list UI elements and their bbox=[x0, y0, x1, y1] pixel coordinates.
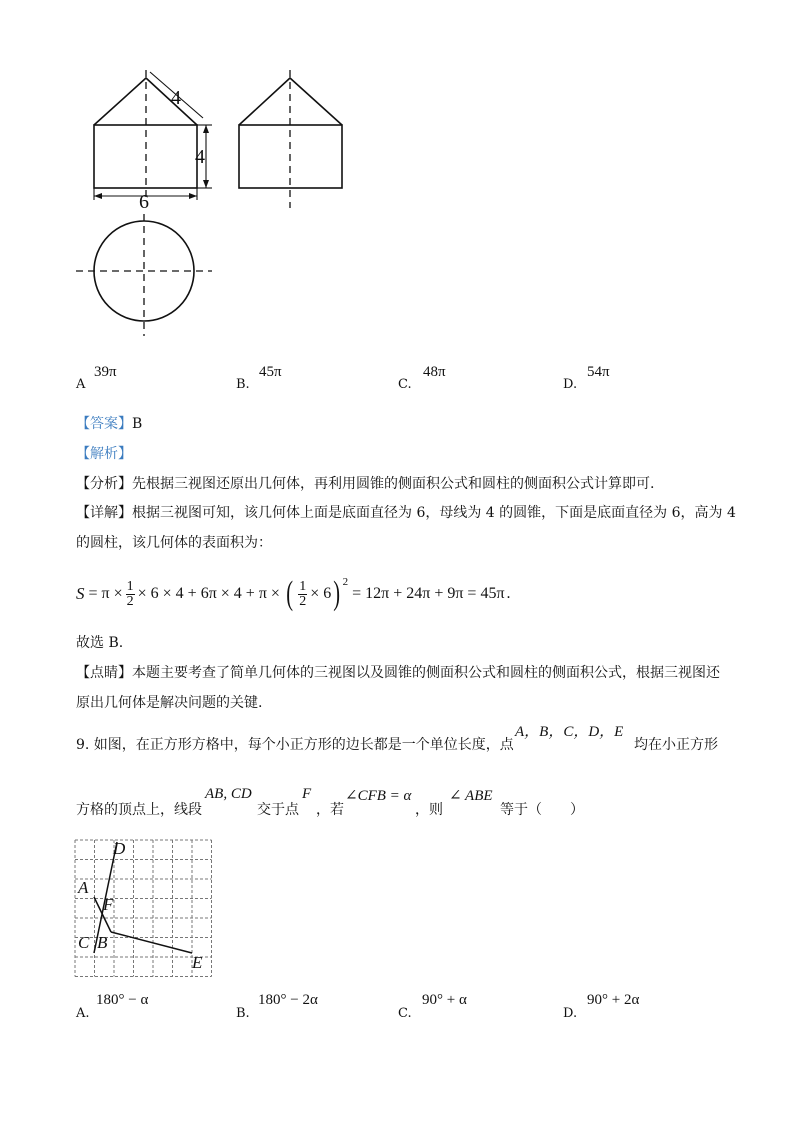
guxuan-line: 故选 B. bbox=[76, 635, 124, 651]
option-value: 54π bbox=[587, 364, 610, 380]
option-letter: C. bbox=[398, 377, 412, 392]
frac1-den: 2 bbox=[126, 593, 134, 609]
q9-segments bbox=[94, 842, 192, 953]
surface-area-formula bbox=[76, 572, 511, 616]
option-value: 180° − α bbox=[96, 992, 149, 1008]
option-letter: A bbox=[76, 377, 86, 392]
segment-be bbox=[111, 932, 192, 953]
option-value: 90° + 2α bbox=[587, 992, 640, 1008]
side-view bbox=[239, 70, 342, 208]
q9-text2a: 方格的顶点上，线段 bbox=[76, 802, 202, 818]
fenxi-text: 先根据三视图还原出几何体，再利用圆锥的侧面积公式和圆柱的侧面积公式计算即可. bbox=[132, 476, 655, 492]
dashed-grid bbox=[75, 840, 212, 977]
option-value: 45π bbox=[259, 364, 282, 380]
top-view bbox=[76, 214, 212, 336]
dianjing-line2: 原出几何体是解决问题的关键. bbox=[76, 695, 263, 711]
dim-height-label: 4 bbox=[195, 146, 205, 168]
fenxi-tag: 【分析】 bbox=[76, 476, 132, 492]
right-paren: ) bbox=[333, 575, 341, 612]
option-letter: A. bbox=[76, 1006, 90, 1021]
formula-end: . bbox=[506, 585, 511, 602]
answer-line bbox=[76, 414, 142, 434]
option-value: 48π bbox=[423, 364, 446, 380]
dim-width-label: 6 bbox=[139, 191, 149, 213]
q9-pointF: F bbox=[302, 786, 312, 802]
formula-frac2 bbox=[298, 580, 307, 609]
q9-text1b: 均在小正方形 bbox=[634, 737, 718, 753]
left-paren: ( bbox=[286, 575, 293, 612]
q9-text1a: 9. 如图，在正方形方格中，每个小正方形的边长都是一个单位长度，点 bbox=[76, 737, 514, 753]
label-c: C bbox=[78, 933, 90, 952]
frac2-num: 1 bbox=[299, 578, 307, 594]
option-value: 90° + α bbox=[422, 992, 467, 1008]
label-a: A bbox=[78, 878, 89, 897]
label-d: D bbox=[113, 839, 126, 858]
three-view-figure bbox=[0, 0, 800, 340]
option-value: 180° − 2α bbox=[258, 992, 318, 1008]
formula-exponent: 2 bbox=[342, 576, 349, 588]
fenxi-line bbox=[76, 474, 654, 494]
segment-ab bbox=[94, 897, 111, 932]
dianjing-tag: 【点睛】 bbox=[76, 665, 132, 681]
xiangjie-text1: 根据三视图可知，该几何体上面是底面直径为 6，母线为 4 的圆锥，下面是底面直径为 6，高为 4 bbox=[132, 505, 736, 521]
q9-target: ∠ ABE bbox=[449, 788, 493, 804]
q9-text2b: 交于点 bbox=[257, 802, 299, 818]
option-letter: B. bbox=[236, 377, 250, 392]
label-f: F bbox=[103, 895, 114, 914]
formula-lhs: S bbox=[76, 584, 85, 603]
formula-frac1 bbox=[126, 580, 135, 609]
q9-text2d: ，则 bbox=[415, 802, 443, 818]
xiangjie-line1 bbox=[76, 503, 736, 523]
q9-line1 bbox=[76, 735, 514, 755]
frac2-den: 2 bbox=[299, 593, 307, 609]
option-letter: D. bbox=[563, 377, 578, 392]
xiangjie-tag: 【详解】 bbox=[76, 505, 132, 521]
label-b: B bbox=[97, 933, 108, 952]
q9-condition: ∠CFB = α bbox=[345, 788, 412, 804]
label-e: E bbox=[192, 953, 203, 972]
xiangjie-line2: 的圆柱，该几何体的表面积为： bbox=[76, 535, 272, 551]
answer-value: B bbox=[132, 416, 143, 432]
dim-slant-label: 4 bbox=[171, 87, 181, 109]
option-letter: B. bbox=[236, 1006, 250, 1021]
q9-points: A，B，C，D，E bbox=[515, 724, 624, 740]
formula-part1: = π × bbox=[88, 585, 123, 602]
analysis-tag: 【解析】 bbox=[76, 446, 132, 462]
q9-segs: AB, CD bbox=[205, 786, 252, 802]
formula-part4: = 12π + 24π + 9π = 45π bbox=[352, 585, 505, 602]
frac1-num: 1 bbox=[126, 578, 134, 594]
formula-part2: × 6 × 4 + 6π × 4 + π × bbox=[137, 585, 280, 602]
option-value: 39π bbox=[94, 364, 117, 380]
option-letter: D. bbox=[563, 1006, 578, 1021]
dianjing-line1 bbox=[76, 663, 720, 683]
front-view bbox=[94, 70, 212, 200]
option-letter: C. bbox=[398, 1006, 412, 1021]
dianjing-text1: 本题主要考查了简单几何体的三视图以及圆锥的侧面积公式和圆柱的侧面积公式，根据三视图还 bbox=[132, 665, 720, 681]
answer-tag: 【答案】 bbox=[76, 416, 132, 432]
q9-text2c: ，若 bbox=[316, 802, 344, 818]
q9-text2e: 等于（ ） bbox=[500, 802, 584, 818]
formula-part3: × 6 bbox=[310, 585, 332, 602]
segment-cd bbox=[94, 842, 117, 953]
